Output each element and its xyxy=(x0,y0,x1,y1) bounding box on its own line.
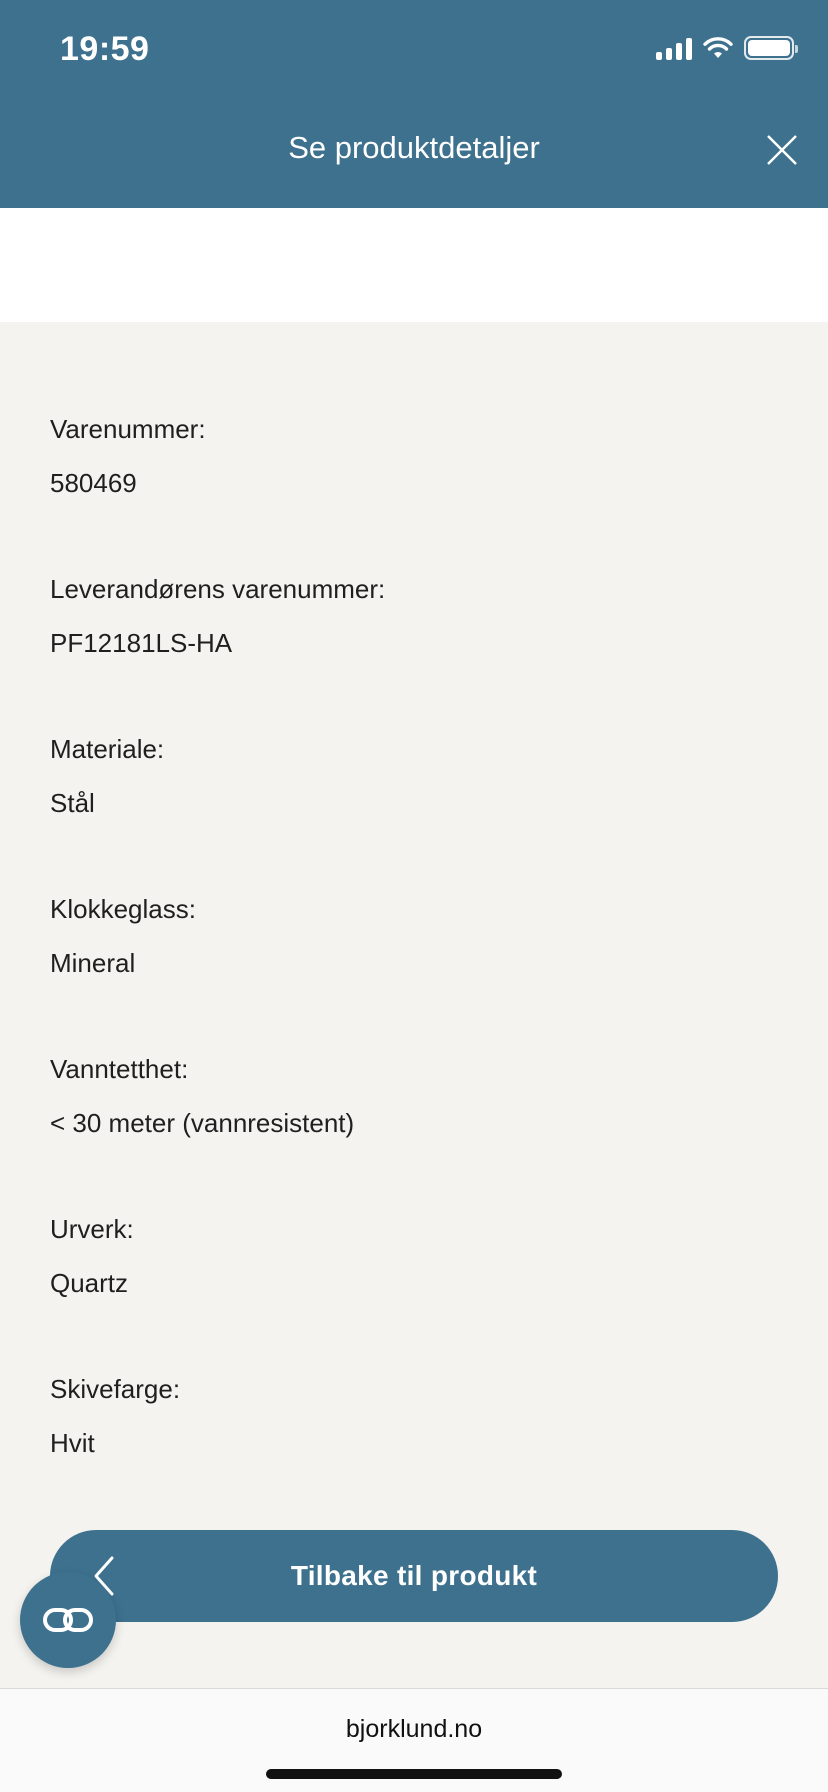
detail-value: Stål xyxy=(50,788,95,818)
detail-label: Klokkeglass: xyxy=(50,894,196,924)
home-indicator[interactable] xyxy=(266,1769,562,1779)
detail-label: Vanntetthet: xyxy=(50,1054,189,1084)
url-text[interactable]: bjorklund.no xyxy=(345,1715,483,1743)
wifi-icon xyxy=(702,36,734,60)
status-time: 19:59 xyxy=(60,30,150,68)
detail-label: Skivefarge: xyxy=(50,1374,181,1404)
back-button-label: Tilbake til produkt xyxy=(290,1560,538,1591)
detail-item-skivefarge xyxy=(50,1376,180,1456)
detail-item-vanntetthet xyxy=(50,1056,354,1136)
detail-label: Urverk: xyxy=(50,1214,134,1244)
browser-url-bar[interactable] xyxy=(0,1688,828,1792)
detail-value: < 30 meter (vannresistent) xyxy=(50,1108,355,1138)
signal-icon xyxy=(656,36,692,60)
close-icon xyxy=(764,132,800,168)
detail-value: Mineral xyxy=(50,948,136,978)
spacer-band xyxy=(0,208,828,322)
detail-value: PF12181LS-HA xyxy=(50,628,233,658)
floating-action-button[interactable] xyxy=(20,1572,116,1668)
back-to-product-button[interactable] xyxy=(50,1530,778,1622)
battery-icon xyxy=(744,36,794,60)
detail-item-leverandor-varenummer xyxy=(50,576,385,656)
page-title: Se produktdetaljer xyxy=(288,130,540,165)
link-icon xyxy=(42,1605,94,1635)
detail-label: Varenummer: xyxy=(50,414,206,444)
detail-item-materiale xyxy=(50,736,164,816)
detail-label: Materiale: xyxy=(50,734,165,764)
detail-item-urverk xyxy=(50,1216,134,1296)
header xyxy=(0,0,828,208)
close-button[interactable] xyxy=(764,132,800,168)
product-details xyxy=(0,322,828,1688)
detail-label: Leverandørens varenummer: xyxy=(50,574,386,604)
detail-value: 580469 xyxy=(50,468,137,498)
detail-value: Hvit xyxy=(50,1428,95,1458)
status-icons xyxy=(656,36,794,60)
detail-item-varenummer xyxy=(50,416,206,496)
detail-item-klokkeglass xyxy=(50,896,196,976)
detail-value: Quartz xyxy=(50,1268,129,1298)
